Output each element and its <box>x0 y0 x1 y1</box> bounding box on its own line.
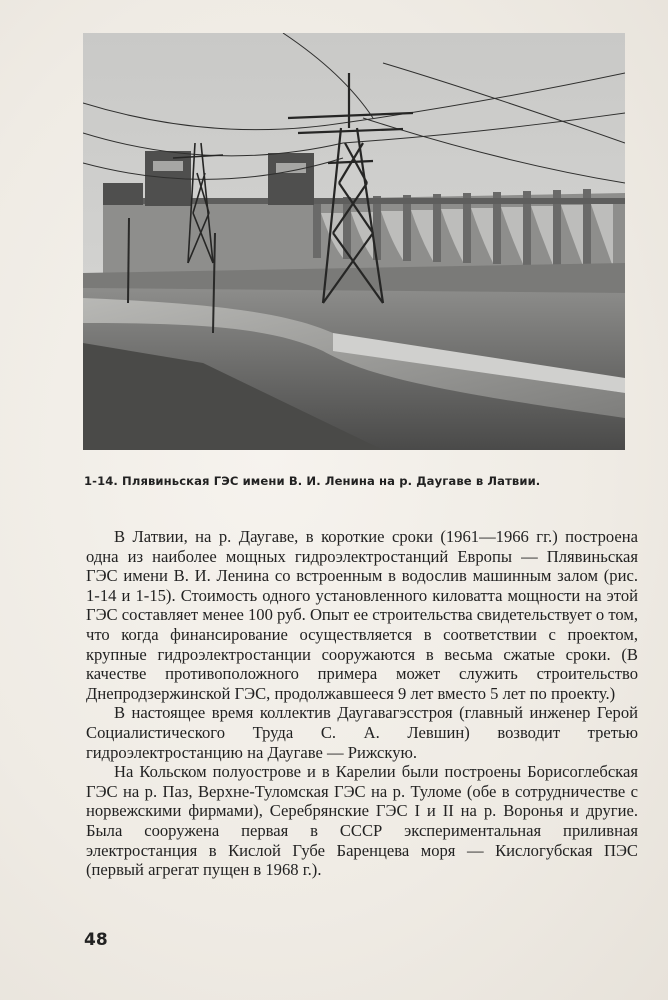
figure-caption: 1-14. Плявиньская ГЭС имени В. И. Ленина на р. Даугаве в Латвии. <box>84 474 541 488</box>
paragraph: В настоящее время коллектив Даугавагэсстроя (главный инженер Герой Социалистического Труда С. А. Левшин) возводит третью гидроэлектростанцию на Даугаве — Рижскую. <box>86 703 638 762</box>
paragraph: На Кольском полуострове и в Карелии были построены Борисоглебская ГЭС на р. Паз, Верхне-Туломская ГЭС на р. Туломе (обе в сотрудничестве с норвежскими фирмами), Серебрянские ГЭС I и II на р. Воронья и другие. Была сооружена первая в СССР экспериментальная приливная электростанция в Кислой Губе Баренцева моря — Кислогубская ПЭС (первый агрегат пущен в 1968 г.). <box>86 762 638 880</box>
hydro-plant-photo <box>83 33 625 450</box>
main-text <box>86 527 638 880</box>
page-number: 48 <box>84 930 108 950</box>
paragraph: В Латвии, на р. Даугаве, в короткие сроки (1961—1966 гг.) построена одна из наиболее мощных гидроэлектростанций Европы — Плявиньская ГЭС имени В. И. Ленина со встроенным в водослив машинным залом (рис. 1-14 и 1-15). Стоимость одного установленного киловатта мощности на этой ГЭС составляет менее 100 руб. Опыт ее строительства свидетельствует о том, что когда финансирование осуществляется в соответствии с проектом, крупные гидроэлектростанции сооружаются в весьма сжатые сроки. (В качестве противоположного примера может служить строительство Днепродзержинской ГЭС, продолжавшееся 9 лет вместо 5 лет по проекту.) <box>86 527 638 703</box>
